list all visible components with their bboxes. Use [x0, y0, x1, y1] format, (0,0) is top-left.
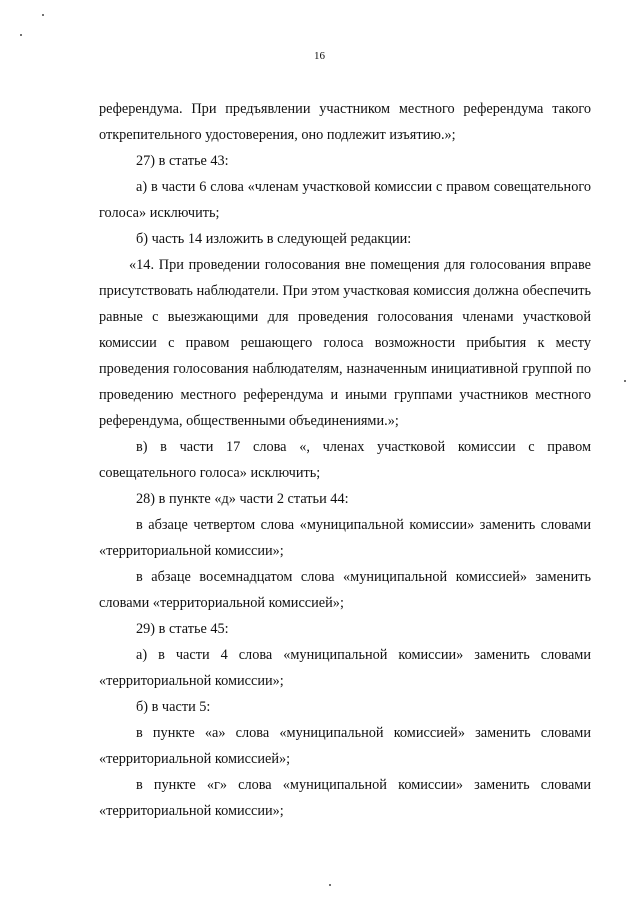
paragraph-12: б) в части 5:: [136, 699, 211, 715]
paragraph-14: в пункте «г» слова «муниципальной комиссии» заменить словами «территориальной комиссии»;: [99, 777, 591, 819]
document-body: [99, 96, 591, 824]
paragraph-6: в) в части 17 слова «, членах участковой комиссии с правом совещательного голоса» исключить;: [99, 439, 591, 481]
paragraph-1: референдума. При предъявлении участником местного референдума такого открепительного удостоверения, оно подлежит изъятию.»;: [99, 101, 591, 143]
paragraph-8: в абзаце четвертом слова «муниципальной комиссии» заменить словами «территориальной комиссии»;: [99, 517, 591, 559]
scan-speck: [329, 884, 331, 886]
paragraph-2: 27) в статье 43:: [136, 153, 229, 169]
paragraph-11: а) в части 4 слова «муниципальной комиссии» заменить словами «территориальной комиссии»;: [99, 647, 591, 689]
paragraph-13: в пункте «а» слова «муниципальной комиссией» заменить словами «территориальной комиссией»;: [99, 725, 591, 767]
paragraph-9: в абзаце восемнадцатом слова «муниципальной комиссией» заменить словами «территориальной комиссией»;: [99, 569, 591, 611]
scan-speck: [624, 380, 626, 382]
paragraph-7: 28) в пункте «д» части 2 статьи 44:: [136, 491, 349, 507]
paragraph-10: 29) в статье 45:: [136, 621, 229, 637]
scan-speck: [42, 14, 44, 16]
paragraph-4: б) часть 14 изложить в следующей редакции:: [136, 231, 412, 247]
page-number: 16: [314, 50, 325, 62]
paragraph-3: а) в части 6 слова «членам участковой комиссии с правом совещательного голоса» исключить;: [99, 179, 591, 221]
paragraph-5: «14. При проведении голосования вне помещения для голосования вправе присутствовать наблюдатели. При этом участковая комиссия должна обеспечить равные с выезжающими для проведения голосования членами участковой комиссии с правом решающего голоса возможности прибытия к месту проведения голосования наблюдателям, назначенным инициативной группой по проведению местного референдума и иными группами участников местного референдума, общественными объединениями.»;: [99, 257, 591, 429]
scan-speck: [20, 34, 22, 36]
